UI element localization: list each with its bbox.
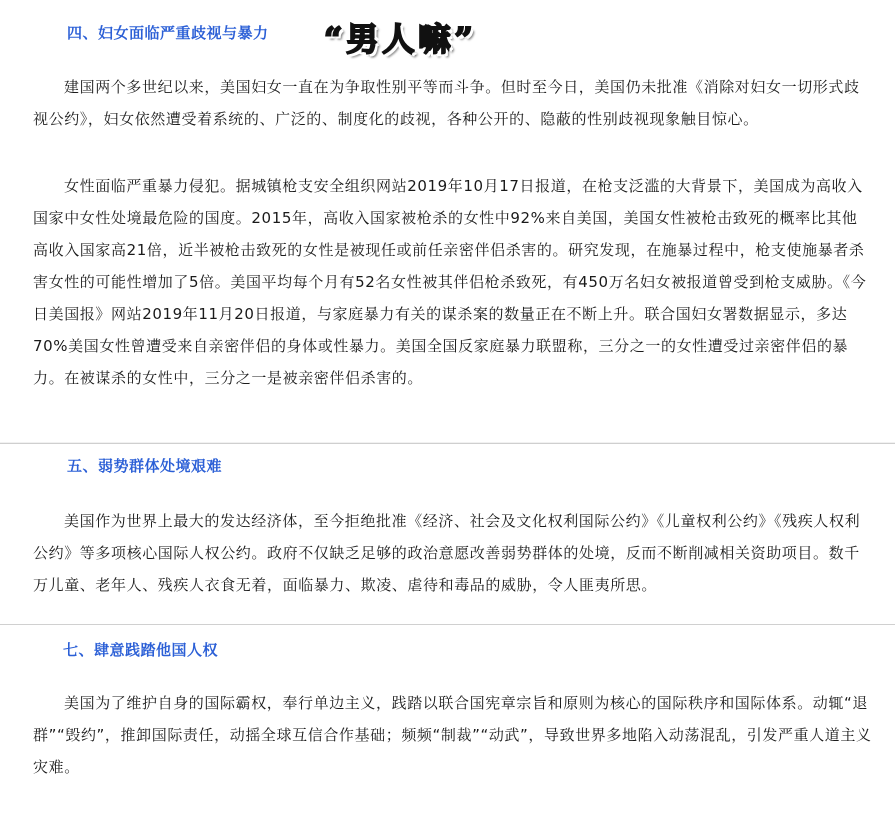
caption-stamp: “男人嘛” — [324, 20, 477, 58]
section-heading-women: 四、妇女面临严重歧视与暴力 — [67, 24, 269, 42]
paragraph-women-discrimination: 建国两个多世纪以来，美国妇女一直在为争取性别平等而斗争。但时至今日，美国仍未批准《消除对妇女一切形式歧视公约》，妇女依然遭受着系统的、广泛的、制度化的歧视，各种公开的、隐蔽的性别歧视现象触目惊心。 — [33, 78, 860, 128]
paragraph-women-violence: 女性面临严重暴力侵犯。据城镇枪支安全组织网站2019年10月17日报道，在枪支泛滥的大背景下，美国成为高收入国家中女性处境最危险的国度。2015年，高收入国家被枪杀的女性中92%来自美国，美国女性被枪击致死的概率比其他高收入国家高21倍，近半被枪击致死的女性是被现任或前任亲密伴侣杀害的。研究发现，在施暴过程中，枪支使施暴者杀害女性的可能性增加了5倍。美国平均每个月有52名女性被其伴侣枪杀致死，有450万名妇女被报道曾受到枪支威胁。《今日美国报》网站2019年11月20日报道，与家庭暴力有关的谋杀案的数量正在不断上升。联合国妇女署数据显示，多达70%美国女性曾遭受来自亲密伴侣的身体或性暴力。美国全国反家庭暴力联盟称，三分之一的女性遭受过亲密伴侣的暴力。在被谋杀的女性中，三分之一是被亲密伴侣杀害的。 — [33, 177, 867, 387]
paragraph-foreign-rights: 美国为了维护自身的国际霸权，奉行单边主义，践踏以联合国宪章宗旨和原则为核心的国际秩序和国际体系。动辄“退群”“毁约”，推卸国际责任，动摇全球互信合作基础；频频“制裁”“动武”，导致世界多地陷入动荡混乱，引发严重人道主义灾难。 — [33, 694, 872, 776]
paragraph-vulnerable-groups: 美国作为世界上最大的发达经济体，至今拒绝批准《经济、社会及文化权利国际公约》《儿童权利公约》《残疾人权利公约》等多项核心国际人权公约。政府不仅缺乏足够的政治意愿改善弱势群体的处境，反而不断削减相关资助项目。数千万儿童、老年人、残疾人衣食无着，面临暴力、欺凌、虐待和毒品的威胁，令人匪夷所思。 — [33, 512, 861, 594]
section-heading-vulnerable-groups: 五、弱势群体处境艰难 — [67, 457, 223, 475]
section-vulnerable-groups — [0, 443, 895, 624]
section-heading-foreign-rights: 七、肆意践踏他国人权 — [63, 641, 219, 659]
section-foreign-rights — [0, 624, 895, 815]
